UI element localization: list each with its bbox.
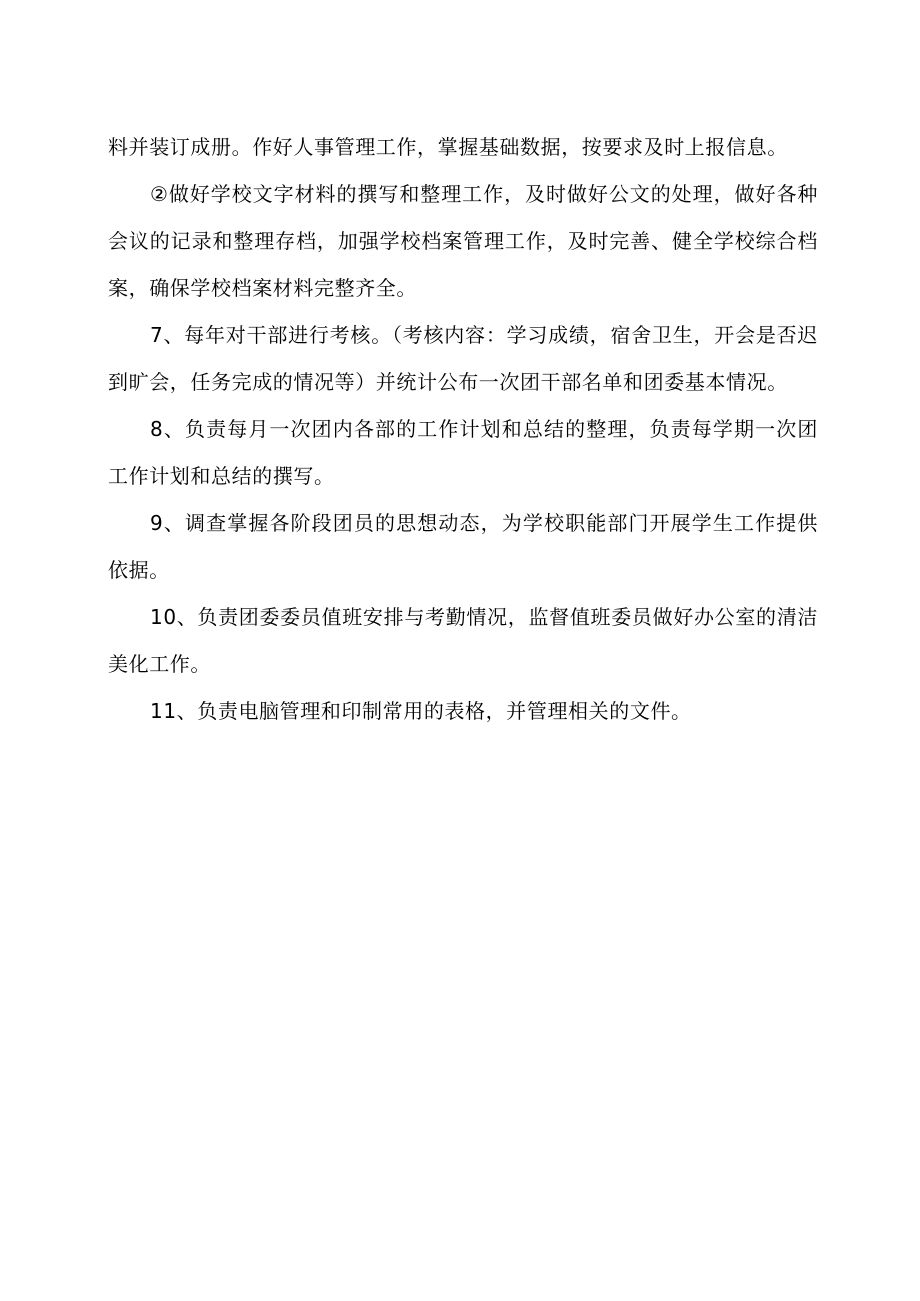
- paragraph-item-7: 7、每年对干部进行考核。（考核内容：学习成绩，宿舍卫生，开会是否迟到旷会，任务完成的情况等）并统计公布一次团干部名单和团委基本情况。: [108, 323, 818, 394]
- paragraph-continuation: 料并装订成册。作好人事管理工作，掌握基础数据，按要求及时上报信息。: [108, 135, 788, 159]
- paragraph-item-10: 10、负责团委委员值班安排与考勤情况，监督值班委员做好办公室的清洁美化工作。: [108, 605, 818, 676]
- paragraph-item-11: 11、负责电脑管理和印制常用的表格，并管理相关的文件。: [150, 699, 692, 723]
- paragraph-item-8: 8、负责每月一次团内各部的工作计划和总结的整理，负责每学期一次团工作计划和总结的撰写。: [108, 417, 818, 488]
- paragraph-item-9: 9、调查掌握各阶段团员的思想动态，为学校职能部门开展学生工作提供依据。: [108, 511, 818, 582]
- document-body: [108, 124, 818, 735]
- paragraph-item-2: ②做好学校文字材料的撰写和整理工作，及时做好公文的处理，做好各种会议的记录和整理存档，加强学校档案管理工作，及时完善、健全学校综合档案，确保学校档案材料完整齐全。: [108, 182, 818, 300]
